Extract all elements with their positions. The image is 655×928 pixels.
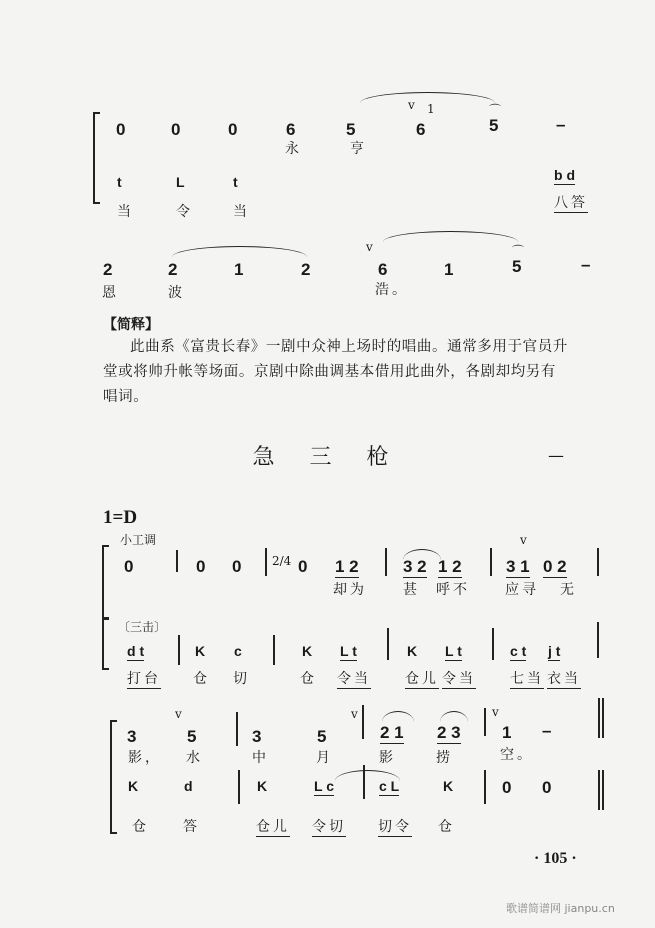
lyric: 月 (316, 750, 333, 766)
annotation-heading: 【简释】 (103, 317, 159, 333)
note: 0 (502, 778, 512, 797)
page-number: · 105 · (534, 850, 577, 867)
lyric: 空。 (500, 747, 534, 763)
barline (597, 548, 599, 576)
note: 1 2 (335, 557, 359, 576)
breath-mark-icon: v (366, 240, 373, 254)
perc-syllable: 仓 (132, 819, 149, 835)
note: 0 (196, 557, 206, 576)
annotation-body (103, 335, 603, 410)
note: 5 (346, 120, 356, 139)
breath-mark-icon: v (520, 533, 527, 547)
perc-syllable: 仓 (193, 671, 210, 687)
note: 2 (103, 260, 113, 279)
note: 2 (301, 260, 311, 279)
barline (492, 628, 494, 660)
lyric: 影， (128, 750, 162, 766)
perc-syllable: 当 (117, 204, 134, 220)
note: 6 (416, 120, 426, 139)
lyric: 中 (252, 750, 269, 766)
note: 5 (187, 727, 197, 746)
perc-note: c (234, 643, 242, 659)
note: 0 (171, 120, 181, 139)
slur (383, 231, 518, 242)
slur (360, 92, 495, 103)
barline (598, 770, 600, 810)
note: 0 2 (543, 557, 567, 576)
perc-syllable: 七当 (510, 671, 544, 687)
breath-mark-icon: v (351, 707, 358, 721)
note: 0 (542, 778, 552, 797)
perc-note: K (257, 778, 268, 794)
lyric: 影 (379, 750, 396, 766)
slur (382, 711, 414, 722)
note: 1 (444, 260, 454, 279)
perc-note: t (233, 174, 238, 190)
slur (403, 549, 441, 560)
perc-syllable: 切令 (378, 819, 412, 835)
note: 3 2 (403, 557, 427, 576)
barline (178, 635, 180, 665)
lyric: 永 (285, 141, 302, 157)
note: 6 (378, 260, 388, 279)
perc-syllable: 衣当 (547, 671, 581, 687)
note: 1 2 (438, 557, 462, 576)
time-signature: 2/4 (272, 554, 292, 568)
barline (484, 770, 486, 804)
barline (273, 635, 275, 665)
note: 5 (512, 257, 522, 276)
note: 2 1 (380, 723, 404, 742)
barline (385, 548, 387, 576)
perc-syllable: 令切 (312, 819, 346, 835)
percussion-label: 〔三击〕 (118, 620, 167, 634)
perc-note: K (407, 643, 418, 659)
perc-syllable: 当 (233, 204, 250, 220)
grace-note: 1 (427, 102, 435, 116)
lyric: 恩 (102, 285, 119, 301)
mode-label: 小工调 (120, 533, 157, 547)
lyric: 波 (168, 285, 185, 301)
note: 0 (298, 557, 308, 576)
perc-note: d t (127, 643, 145, 659)
breath-mark-icon: v (492, 705, 499, 719)
lyric: 捞 (436, 750, 453, 766)
fermata-icon: ⌒ (512, 244, 525, 258)
breath-mark-icon: v (408, 98, 415, 112)
note: 5 (317, 727, 327, 746)
system-bracket (102, 618, 109, 670)
note: 2 (168, 260, 178, 279)
barline (490, 548, 492, 576)
perc-syllable: 令当 (337, 671, 371, 687)
fermata-icon: ⌒ (489, 103, 502, 117)
note: 0 (124, 557, 134, 576)
perc-note: c t (510, 643, 527, 659)
note: 5 (489, 116, 499, 135)
perc-note: K (195, 643, 206, 659)
note: 2 3 (437, 723, 461, 742)
barline (265, 548, 267, 576)
system-bracket (93, 112, 100, 204)
piece-title: 急 三 枪 (252, 445, 403, 470)
barline (236, 712, 238, 746)
slur (440, 711, 468, 722)
perc-syllable: 令当 (442, 671, 476, 687)
key-signature: 1=D (103, 507, 138, 528)
title-dash: — (548, 446, 564, 465)
slur (335, 770, 400, 781)
perc-note: b d (554, 167, 575, 183)
perc-syllable: 切 (233, 671, 250, 687)
annotation-line: 堂或将帅升帐等场面。京剧中除曲调基本借用此曲外，各剧却均另有 (103, 364, 556, 380)
perc-syllable: 仓 (300, 671, 317, 687)
breath-mark-icon: v (175, 707, 182, 721)
system-bracket (110, 720, 117, 834)
lyric: 无 (560, 582, 577, 598)
barline (387, 628, 389, 660)
lyric: 应寻 (505, 582, 539, 598)
lyric: 亨 (350, 141, 367, 157)
rest-dash: – (581, 255, 591, 274)
annotation-line: 唱词。 (103, 389, 149, 405)
perc-syllable: 打台 (127, 671, 161, 687)
perc-syllable: 令 (176, 204, 193, 220)
perc-syllable: 答 (183, 819, 200, 835)
perc-note: d (184, 778, 193, 794)
perc-note: L t (445, 643, 462, 659)
lyric: 却为 (333, 582, 367, 598)
note: 3 1 (506, 557, 530, 576)
barline (602, 698, 604, 738)
system-bracket (102, 545, 109, 619)
slur (172, 246, 307, 257)
perc-note: c L (379, 778, 400, 794)
perc-note: L c (314, 778, 334, 794)
perc-note: L (176, 174, 185, 190)
perc-syllable: 仓儿 (256, 819, 290, 835)
note: 0 (228, 120, 238, 139)
perc-note: K (128, 778, 139, 794)
perc-syllable: 仓 (438, 819, 455, 835)
lyric: 浩。 (375, 282, 409, 298)
rest-dash: – (556, 115, 566, 134)
lyric: 水 (186, 750, 203, 766)
perc-syllable: 八答 (554, 195, 588, 211)
watermark: 歌谱简谱网 jianpu.cn (506, 902, 615, 915)
note: 1 (234, 260, 244, 279)
note: 0 (232, 557, 242, 576)
lyric: 呼不 (436, 582, 470, 598)
perc-note: K (302, 643, 313, 659)
annotation-line: 此曲系《富贵长春》一剧中众神上场时的唱曲。通常多用于官员升 (130, 339, 568, 355)
perc-syllable: 仓儿 (405, 671, 439, 687)
barline (176, 550, 178, 572)
note: 6 (286, 120, 296, 139)
barline (362, 705, 364, 739)
note: 1 (502, 723, 512, 742)
barline (598, 698, 600, 738)
barline (484, 708, 486, 736)
rest-dash: – (542, 721, 552, 740)
barline (602, 770, 604, 810)
note: 3 (127, 727, 137, 746)
note: 0 (116, 120, 126, 139)
barline (238, 770, 240, 804)
perc-note: L t (340, 643, 357, 659)
note: 3 (252, 727, 262, 746)
barline (597, 622, 599, 658)
lyric: 甚 (403, 582, 420, 598)
perc-note: K (443, 778, 454, 794)
perc-note: t (117, 174, 122, 190)
perc-note: j t (548, 643, 561, 659)
